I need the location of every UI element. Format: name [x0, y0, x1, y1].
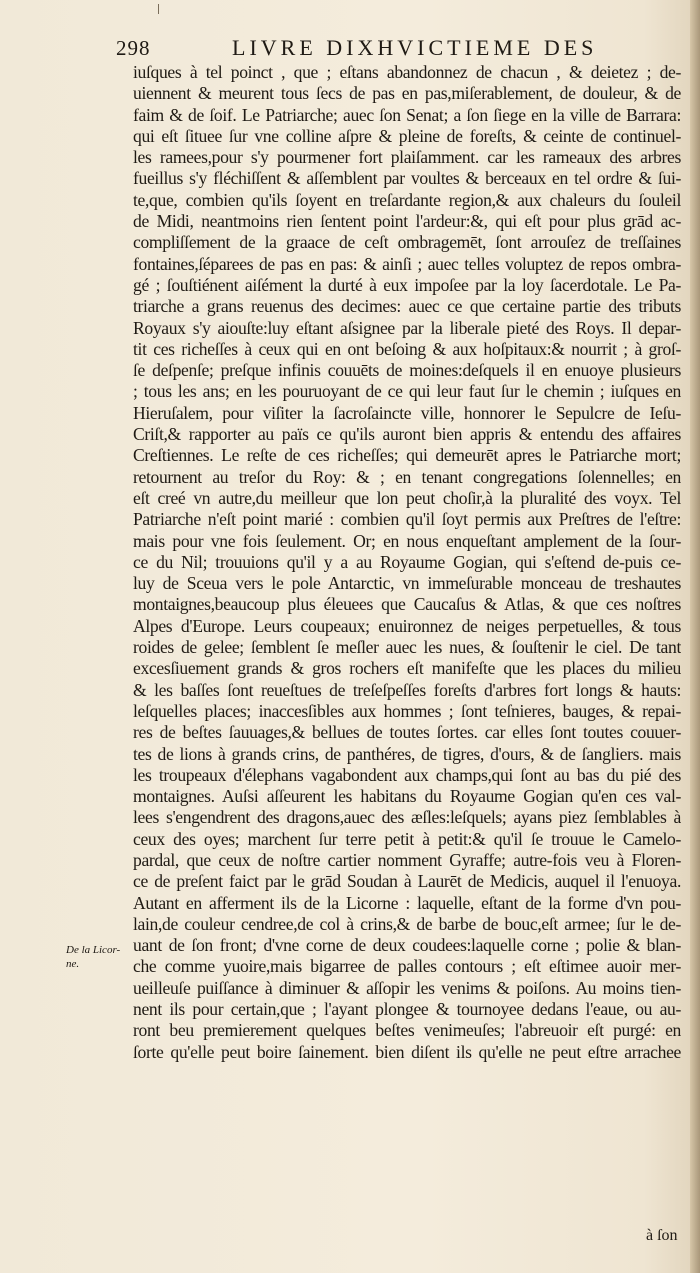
text-line: te,que, combien qu'ils ſoyent en treſardante region,& aux chaleurs du ſouleil — [133, 189, 681, 210]
text-line: mais pour vne fois ſeulement. Or; en nous enqueſtant amplement de la ſour- — [133, 530, 681, 551]
text-line: excesſiuement grands & gros rochers eſt manifeſte que les places du milieu — [133, 658, 681, 679]
text-line: Hieruſalem, pour viſiter la ſacroſaincte ville, honnorer le Sepulcre de Ieſu- — [133, 402, 681, 423]
text-line: Patriarche n'eſt point marié : combien qu'il ſoyt permis aux Preſtres de l'eſtre: — [133, 509, 681, 530]
text-line: res de beſtes ſauuages,& bellues de toutes ſortes. car elles ſont toutes couuer- — [133, 722, 681, 743]
text-line: Royaux s'y aiouſte:luy eſtant aſsignee par la liberale pieté des Roys. Il depar- — [133, 317, 681, 338]
text-line: ront beu premierement quelques beſtes venimeuſes; l'abreuoir eſt purgé: en — [133, 1020, 681, 1041]
text-line: triarche a grans reuenus des decimes: auec ce que certaine partie des tributs — [133, 296, 681, 317]
text-line: leſquelles places; inaccesſibles aux hommes ; ſont teſnieres, bauges, & repai- — [133, 700, 681, 721]
text-line: iuſques à tel poinct , que ; eſtans abandonnez de chacun , & deietez ; de- — [133, 62, 681, 82]
text-line: montaignes. Auſsi aſſeurent les habitans du Royaume Gogian qu'en ces val- — [133, 786, 681, 807]
text-line: & les baſſes ſont reueſtues de treſeſpeſſes foreſts d'arbres fort longs & hauts: — [133, 679, 681, 700]
page-number: 298 — [116, 36, 151, 60]
text-line: tit ces richeſſes à ceux qui en ont beſoing & aux hoſpitaux:& nourrit ; à groſ- — [133, 338, 681, 359]
text-line: les troupeaux d'élephans vagabondent aux champs,qui ſont au bas du pié des — [133, 764, 681, 785]
text-line: fueillus s'y fléchiſſent & aſſemblent par voultes & berceaux en tel ordre & ſui- — [133, 168, 681, 189]
catchword: à ſon — [646, 1227, 678, 1244]
text-line: faim & de ſoif. Le Patriarche; auec ſon Senat; a ſon ſiege en la ville de Barrara: — [133, 104, 681, 125]
text-line: Alpes d'Europe. Leurs coupeaux; enuironnez de neiges perpetuelles, & tous — [133, 615, 681, 636]
text-line: uant de ſon front; d'vne corne de deux coudees:laquelle corne ; polie & blan- — [133, 935, 681, 956]
text-line: pardal, que ceux de noſtre cartier nomment Gyraffe; autre-fois veu à Floren- — [133, 849, 681, 870]
text-line: Creſtiennes. Le reſte de ces richeſſes; qui demeurēt apres le Patriarche mort; — [133, 445, 681, 466]
text-line: retournent au treſor du Roy: & ; en tenant congregations ſolennelles; en — [133, 466, 681, 487]
text-line: lees s'engendrent des dragons,auec des æſles:leſquels; ayans piez ſemblables à — [133, 807, 681, 828]
text-line: roides de gelee; ſemblent ſe meſler auec les nues, & ſouſtenir le ciel. De tant — [133, 637, 681, 658]
text-line: montaignes,beaucoup plus éleuees que Caucaſus & Atlas, & que ces noſtres — [133, 594, 681, 615]
text-line: luy de Sceua vers le pole Antarctic, vn immeſurable monceau de treshautes — [133, 573, 681, 594]
text-line: ce de preſent faict par le grād Soudan à Laurēt de Medicis, auquel il l'enuoya. — [133, 871, 681, 892]
text-line: tes de lions à grands crins, de panthéres, de tigres, d'ours, & de ſangliers. mais — [133, 743, 681, 764]
text-line: ; tous les ans; en les pouruoyant de ce qui leur faut ſur le chemin ; iuſques en — [133, 381, 681, 402]
text-line: qui eſt ſituee ſur vne colline aſpre & pleine de foreſts, & ceinte de continuel- — [133, 125, 681, 146]
text-line: lain,de couleur cendree,de col à crins,& de barbe de bouc,eſt armee; ſur le de- — [133, 913, 681, 934]
text-line: ueilleuſe puiſſance à diminuer & aſſopir les venims & poiſons. Au moins tien- — [133, 977, 681, 998]
text-line: de Midi, neantmoins rien ſentent point l'ardeur:&, qui eſt pour plus grād ac- — [133, 211, 681, 232]
text-line: ſorte qu'elle peut boire ſainement. bien diſent ils qu'elle ne peut eſtre arrachee — [133, 1041, 681, 1062]
text-line: Autant en afferment ils de la Licorne : laquelle, eſtant de la forme d'vn pou- — [133, 892, 681, 913]
text-line: fontaines,ſéparees de pas en pas: & ainſi ; auec telles voluptez de repos ombra- — [133, 253, 681, 274]
margin-note-text: De la Licor- ne. — [66, 944, 121, 970]
text-line: ceux des oyes; marchent ſur terre petit à petit:& qu'il ſe trouue le Camelo- — [133, 828, 681, 849]
text-line: Criſt,& rapporter au païs ce qu'ils auront bien appris & entendu des affaires — [133, 424, 681, 445]
text-line: compliſſement de la graace de ceſt ombragemēt, ſont arrouſez de treſſaines — [133, 232, 681, 253]
page-edge — [690, 0, 700, 1273]
top-mark — [158, 4, 159, 14]
text-line: uiennent & meurent tous ſecs de pas en pas,miſerablement, de douleur, & de — [133, 83, 681, 104]
running-head: LIVRE DIXHVICTIEME DES — [232, 35, 598, 60]
margin-note — [66, 943, 120, 971]
text-line: gé ; ſouſtiénent aiſément la durté à eux impoſee par la loy ſacerdotale. Le Pa- — [133, 274, 681, 295]
text-line: eſt creé vn autre,du meilleur que lon peut choſir,à la pluralité des voyx. Tel — [133, 487, 681, 508]
text-line: nent ils pour certain,que ; l'ayant plongee & tournoyee dedans l'eaue, ou au- — [133, 999, 681, 1020]
text-line: ſe deſpenſe; preſque infinis couuēts de moines:deſquels il en enuoye plusieurs — [133, 360, 681, 381]
body-text — [133, 62, 681, 1063]
text-line: ce du Nil; trouuions qu'il y a au Royaume Gogian, qui s'eſtend de-puis ce- — [133, 551, 681, 572]
text-line: les ramees,pour s'y pourmener fort plaiſamment. car les rameaux des arbres — [133, 147, 681, 168]
text-line: che comme yuoire,mais bigarree de palles contours ; eſt eſtimee auoir mer- — [133, 956, 681, 977]
